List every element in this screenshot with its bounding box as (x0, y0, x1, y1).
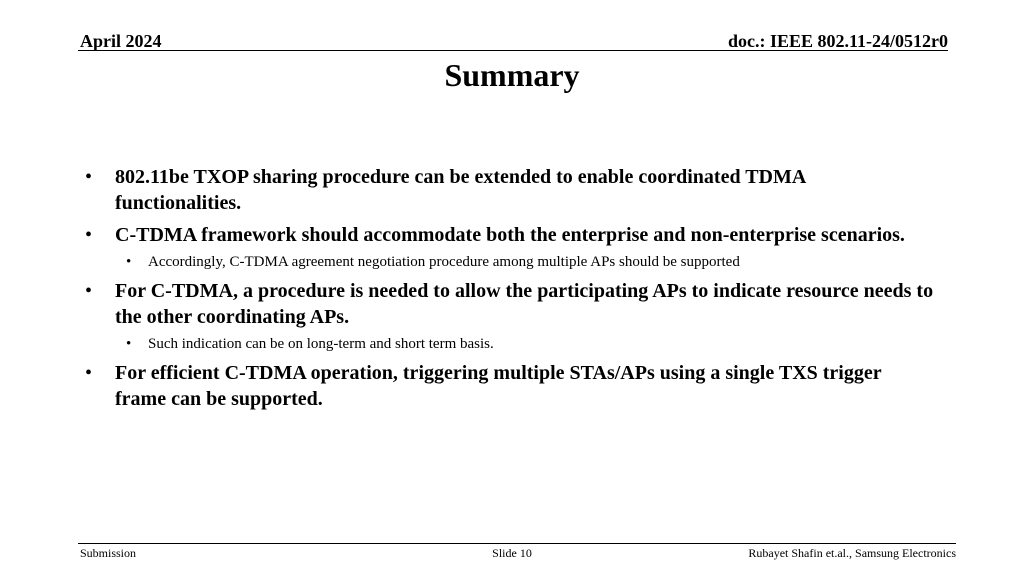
footer-submission: Submission (80, 546, 137, 560)
header-doc-id: doc.: IEEE 802.11-24/0512r0 (727, 31, 948, 51)
footer-authors: Rubayet Shafin et.al., Samsung Electronics (748, 546, 956, 560)
bullet-item-3 (84, 278, 934, 330)
bullet-text: For efficient C-TDMA operation, triggering multiple STAs/APs using a single TXS trigger frame can be supported. (115, 362, 882, 410)
bullet-text: C-TDMA framework should accommodate both the enterprise and non-enterprise scenarios. (115, 224, 905, 246)
bullet-list (84, 164, 934, 412)
bullet-dot: • (85, 280, 93, 302)
slide-title: Summary (444, 57, 580, 93)
sub-bullet-item-2 (84, 252, 934, 272)
sub-bullet-item-3 (84, 334, 934, 354)
bullet-dot: • (85, 166, 93, 188)
bullet-item-1 (84, 164, 934, 216)
footer-divider (78, 543, 956, 544)
bullet-dot: • (85, 224, 93, 246)
bullet-text: For C-TDMA, a procedure is needed to allow the participating APs to indicate resource needs to the other coordinating APs. (115, 280, 934, 328)
bullet-text: 802.11be TXOP sharing procedure can be extended to enable coordinated TDMA functionalities. (115, 166, 806, 214)
bullet-item-4 (84, 360, 934, 412)
sub-bullet-dot: • (126, 254, 132, 270)
sub-bullet-dot: • (126, 336, 132, 352)
header-divider (78, 50, 948, 51)
header-date: April 2024 (80, 31, 162, 51)
footer-slide-number: Slide 10 (492, 546, 532, 560)
sub-bullet-text: Such indication can be on long-term and short term basis. (148, 336, 494, 352)
bullet-item-2 (84, 222, 934, 248)
sub-bullet-text: Accordingly, C-TDMA agreement negotiation procedure among multiple APs should be supported (148, 254, 740, 270)
bullet-dot: • (85, 362, 93, 384)
